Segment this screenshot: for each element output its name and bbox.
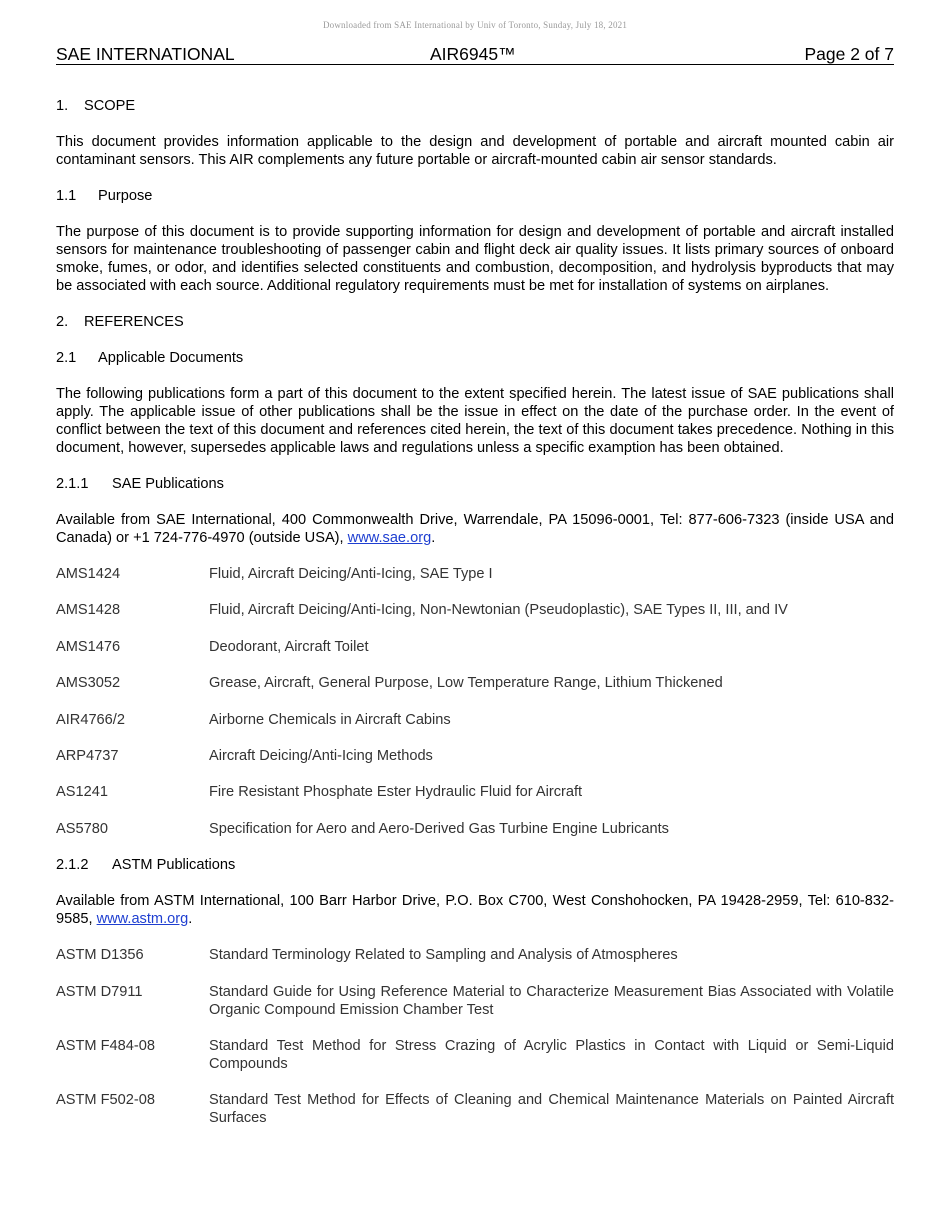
section-title: ASTM Publications <box>112 857 236 874</box>
reference-entry <box>56 1037 894 1073</box>
reference-title: Fire Resistant Phosphate Ester Hydraulic Fluid for Aircraft <box>209 784 583 801</box>
reference-entry <box>56 1091 894 1127</box>
reference-entry <box>56 601 894 619</box>
reference-title: Standard Terminology Related to Sampling and Analysis of Atmospheres <box>209 947 678 964</box>
section-number: 2.1.1 <box>56 476 89 492</box>
reference-code: AMS1476 <box>56 638 121 655</box>
header-page-number: Page 2 of 7 <box>804 44 894 64</box>
reference-code: AIR4766/2 <box>56 711 125 728</box>
reference-code: AS1241 <box>56 784 108 801</box>
header-document-number: AIR6945™ <box>430 44 516 64</box>
reference-code: AS5780 <box>56 820 108 837</box>
reference-code: ARP4737 <box>56 747 119 764</box>
section-heading-references <box>56 313 894 331</box>
document-body <box>56 97 894 1146</box>
reference-entry <box>56 565 894 583</box>
punctuation: . <box>188 911 193 928</box>
section-number: 2.1 <box>56 350 77 366</box>
applicable-documents-paragraph: The following publications form a part of this document to the extent specified herein. The latest issue of SAE publications shall apply. The applicable issue of other publications shall be the issue in effect on the date of the purchase order. In the event of conflict between the text of this document and references cited herein, the text of this document takes precedence. Nothing in this document, however, supersedes applicable laws and regulations unless a specific examption has been obtained. <box>56 386 894 456</box>
reference-entry <box>56 946 894 964</box>
section-title: Purpose <box>98 188 153 204</box>
reference-title: Deodorant, Aircraft Toilet <box>209 638 369 655</box>
reference-title: Aircraft Deicing/Anti-Icing Methods <box>209 747 433 764</box>
section-number: 2. <box>56 314 69 330</box>
reference-title: Airborne Chemicals in Aircraft Cabins <box>209 711 451 728</box>
reference-entry <box>56 820 894 838</box>
section-number: 2.1.2 <box>56 857 89 874</box>
page-header <box>56 44 894 65</box>
section-heading-purpose <box>56 187 894 205</box>
astm-website-link[interactable]: www.astm.org <box>96 911 189 928</box>
reference-entry <box>56 747 894 765</box>
reference-entry <box>56 983 894 1019</box>
reference-code: ASTM F502-08 <box>56 1092 155 1109</box>
reference-title: Standard Test Method for Stress Crazing of Acrylic Plastics in Contact with Liquid or Semi-Liquid Compounds <box>209 1037 894 1072</box>
reference-code: ASTM D1356 <box>56 947 144 964</box>
reference-entry <box>56 674 894 692</box>
header-organization: SAE INTERNATIONAL <box>56 44 235 64</box>
reference-title: Standard Test Method for Effects of Cleaning and Chemical Maintenance Materials on Painted Aircraft Surfaces <box>209 1092 894 1127</box>
reference-entry <box>56 711 894 729</box>
reference-code: AMS3052 <box>56 675 121 692</box>
sae-website-link[interactable]: www.sae.org <box>347 530 432 546</box>
download-watermark: Downloaded from SAE International by Univ of Toronto, Sunday, July 18, 2021 <box>322 20 628 30</box>
section-number: 1. <box>56 98 69 114</box>
reference-entry <box>56 638 894 656</box>
section-title: Applicable Documents <box>98 350 244 366</box>
reference-code: AMS1428 <box>56 602 121 619</box>
reference-title: Fluid, Aircraft Deicing/Anti-Icing, Non-Newtonian (Pseudoplastic), SAE Types II, III, and IV <box>209 602 788 619</box>
reference-title: Specification for Aero and Aero-Derived Gas Turbine Engine Lubricants <box>209 820 669 837</box>
astm-availability-paragraph <box>56 892 894 928</box>
reference-code: ASTM F484-08 <box>56 1037 155 1054</box>
reference-title: Standard Guide for Using Reference Material to Characterize Measurement Bias Associated with Volatile Organic Compound Emission Chamber Test <box>209 983 894 1018</box>
section-heading-sae-publications <box>56 475 894 493</box>
sae-availability-paragraph <box>56 511 894 547</box>
punctuation: . <box>431 530 436 546</box>
sae-availability-text: Available from SAE International, 400 Commonwealth Drive, Warrendale, PA 15096-0001, Tel: 877-606-7323 (inside USA and Canada) or +1 724-776-4970 (outside USA), <box>56 512 894 546</box>
section-heading-scope <box>56 97 894 115</box>
astm-reference-list <box>56 946 894 1127</box>
sae-reference-list <box>56 565 894 838</box>
scope-paragraph: This document provides information applicable to the design and development of portable and aircraft mounted cabin air contaminant sensors. This AIR complements any future portable or aircraft-mounted cabin air sensor standards. <box>56 134 894 168</box>
purpose-paragraph: The purpose of this document is to provide supporting information for design and development of portable and aircraft installed sensors for maintenance troubleshooting of passenger cabin and flight deck air quality issues. It lists primary sources of onboard smoke, fumes, or odor, and identifies selected constituents and combustion, decomposition, and hydrolysis byproducts that may be associated with each source. Additional regulatory requirements must be met for installation of systems on airplanes. <box>56 224 894 294</box>
section-heading-astm-publications <box>56 856 894 874</box>
reference-entry <box>56 783 894 801</box>
reference-title: Fluid, Aircraft Deicing/Anti-Icing, SAE Type I <box>209 566 493 582</box>
reference-code: ASTM D7911 <box>56 983 143 1000</box>
section-title: REFERENCES <box>84 314 184 330</box>
reference-code: AMS1424 <box>56 566 121 582</box>
section-title: SAE Publications <box>112 476 224 492</box>
reference-title: Grease, Aircraft, General Purpose, Low Temperature Range, Lithium Thickened <box>209 675 723 692</box>
section-number: 1.1 <box>56 188 77 204</box>
astm-availability-text: Available from ASTM International, 100 Barr Harbor Drive, P.O. Box C700, West Conshohocken, PA 19428-2959, Tel: 610-832-9585, <box>56 893 894 928</box>
section-title: SCOPE <box>84 98 136 114</box>
section-heading-applicable-documents <box>56 349 894 367</box>
